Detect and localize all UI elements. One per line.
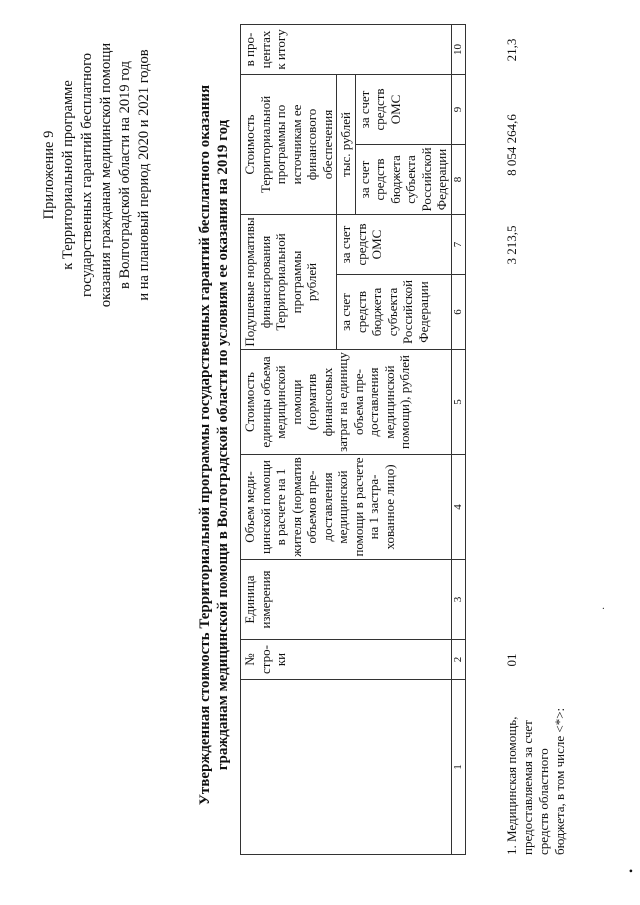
header-per-capita — [241, 214, 337, 349]
row-cost-budget: 8 054 264,6 — [504, 114, 519, 176]
title-line: Утвержденная стоимость Территориальной программы государственных гарантий бесплатного оказания — [197, 84, 213, 806]
header-unit: Единица измерения — [241, 560, 452, 640]
appendix-line: в Волгоградской области на 2019 год — [117, 61, 133, 289]
column-number: 6 — [451, 275, 465, 350]
column-number: 3 — [451, 560, 465, 640]
row-per-capita-budget: 3 213,5 — [504, 225, 519, 265]
table-row — [500, 25, 640, 855]
row-name: 1. Медицинская помощь, предоставляемая за счет средств областного бюджета, в том числе <*>: — [504, 707, 567, 855]
appendix-line: государственных гарантий бесплатного — [79, 53, 95, 297]
appendix-note — [40, 25, 154, 325]
header-program-cost: Стоимость Территориальной программы по источникам ее финансового обеспечения — [241, 74, 337, 214]
column-number: 4 — [451, 455, 465, 560]
header-unit-cost: Стоимость единицы объема медицинской помощи (норматив финансовых затрат на единицу объема пре-доставления медицинской помощи), рублей — [241, 350, 452, 455]
column-number-row — [451, 24, 465, 854]
scan-speck: · — [599, 606, 610, 610]
header-row-number: № стро-ки — [241, 640, 452, 680]
cost-table — [240, 24, 466, 855]
row-percent: 21,3 — [504, 38, 519, 62]
header-program-cost-unit: тыс. рублей — [337, 74, 356, 214]
appendix-line: к Территориальной программе — [60, 80, 76, 270]
row-code: 01 — [504, 653, 519, 667]
document-title — [196, 5, 232, 885]
title-line: гражданам медицинской помощи в Волгоградской области по условиям ее оказания на 2019 год — [215, 119, 231, 771]
header-per-capita-oms: за счет средств ОМС — [337, 214, 452, 274]
header-name-cell — [241, 680, 452, 855]
column-number: 10 — [451, 24, 465, 74]
header-percent: в про-центах к итогу — [241, 24, 452, 74]
column-number: 9 — [451, 74, 465, 144]
header-per-capita-unit: рублей — [304, 262, 319, 302]
column-number: 8 — [451, 144, 465, 214]
header-volume: Объем меди-цинской помощи в расчете на 1 жителя (норматив объемов пре-доставления медицинской помощи в расчете на 1 застра-хованное лицо) — [241, 455, 452, 560]
header-per-capita-label: Подушевые нормативы финансирования Территориальной программы — [242, 217, 304, 347]
column-number: 1 — [451, 680, 465, 855]
column-number: 2 — [451, 640, 465, 680]
appendix-line: оказания гражданам медицинской помощи — [98, 42, 114, 308]
appendix-line: Приложение 9 — [41, 130, 57, 220]
header-cost-oms: за счет средств ОМС — [355, 74, 451, 144]
scan-speck: • — [624, 868, 638, 873]
header-per-capita-budget: за счет средств бюджета субъекта Российской Федерации — [337, 275, 452, 350]
column-number: 7 — [451, 214, 465, 274]
header-cost-budget: за счет средств бюджета субъекта Российской Федерации — [355, 144, 451, 214]
appendix-line: и на плановый период 2020 и 2021 годов — [136, 49, 152, 301]
column-number: 5 — [451, 350, 465, 455]
